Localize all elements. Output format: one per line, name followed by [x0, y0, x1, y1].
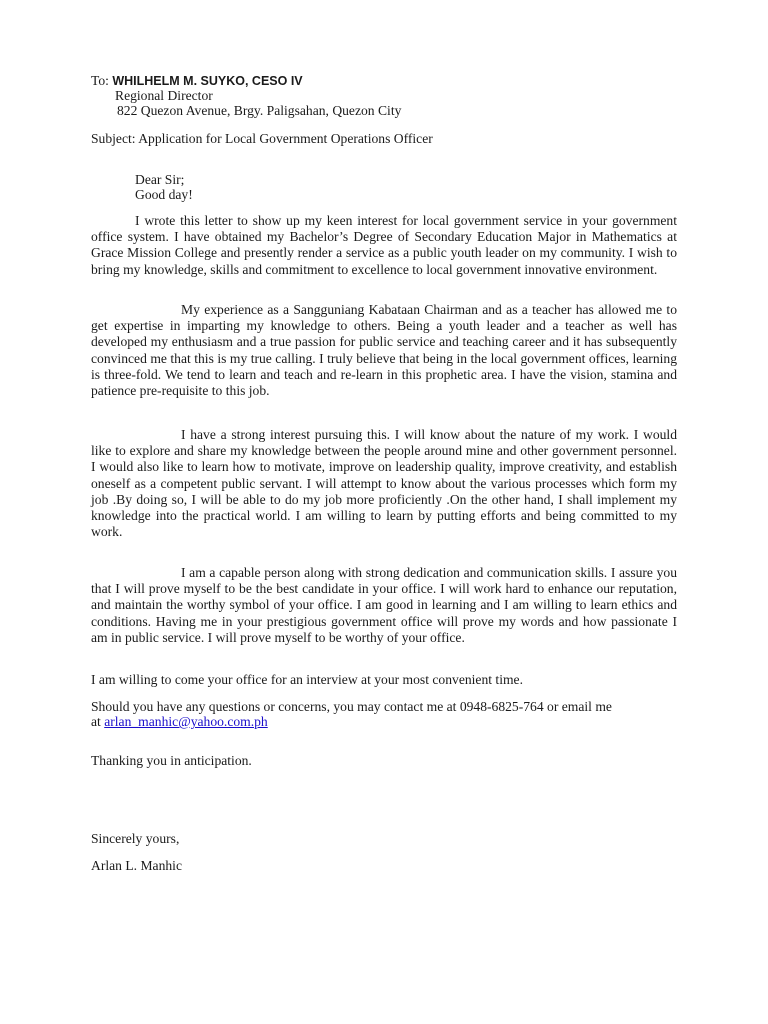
- interview-line: I am willing to come your office for an interview at your most convenient time.: [91, 672, 523, 687]
- paragraph-2: My experience as a Sangguniang Kabataan Chairman and as a teacher has allowed me to get expertise in imparting my knowledge to others. Being a youth leader and a teacher as well has developed my enthusiasm and a true passion for public service and teaching career and it has subsequently convinced me that this is my true calling. I truly believe that being in the local government offices, learning is three-fold. We tend to learn and teach and re-learn in this prophetic area. I have the vision, stamina and patience pre-requisite to this job.: [91, 302, 677, 399]
- contact-line: Should you have any questions or concerns, you may contact me at 0948-6825-764 or email me: [91, 699, 612, 714]
- recipient-name: WHILHELM M. SUYKO, CESO IV: [112, 74, 303, 88]
- salutation-line-2: Good day!: [135, 187, 193, 202]
- to-label: To:: [91, 73, 109, 88]
- email-at-label: at: [91, 714, 101, 729]
- email-link[interactable]: arlan_manhic@yahoo.com.ph: [104, 714, 268, 729]
- subject-line: Subject: Application for Local Government Operations Officer: [91, 131, 433, 146]
- paragraph-4: I am a capable person along with strong dedication and communication skills. I assure you that I will prove myself to be the best candidate in your office. I will work hard to enhance our reputation, and maintain the worthy symbol of your office. I am good in learning and I am willing to learn ethics and conditions. Having me in your prestigious government office will prove my words and how passionate I am in public service. I will prove myself to be worthy of your office.: [91, 565, 677, 645]
- thanks-line: Thanking you in anticipation.: [91, 753, 252, 768]
- paragraph-1: I wrote this letter to show up my keen interest for local government service in your government office system. I have obtained my Bachelor’s Degree of Secondary Education Major in Mathematics at Grace Mission College and presently render a service as a public youth leader on my community. I wish to bring my knowledge, skills and commitment to excellence to local government innovative environment.: [91, 213, 677, 277]
- contact-email-line: [91, 714, 268, 730]
- signature-name: Arlan L. Manhic: [91, 858, 182, 873]
- recipient-address: 822 Quezon Avenue, Brgy. Paligsahan, Quezon City: [117, 103, 402, 118]
- recipient-line: [91, 73, 303, 89]
- salutation-line-1: Dear Sir;: [135, 172, 185, 187]
- paragraph-3: I have a strong interest pursuing this. I will know about the nature of my work. I would like to explore and share my knowledge between the people around mine and other government personnel. I would also like to learn how to motivate, improve on leadership quality, improve creativity, and establish oneself as a competent public servant. I will attempt to know about the various processes which form my job .By doing so, I will be able to do my job more proficiently .On the other hand, I shall implement my knowledge into the practical world. I am willing to learn by putting efforts and being committed to my work.: [91, 427, 677, 540]
- recipient-title: Regional Director: [115, 88, 213, 103]
- closing-line: Sincerely yours,: [91, 831, 180, 846]
